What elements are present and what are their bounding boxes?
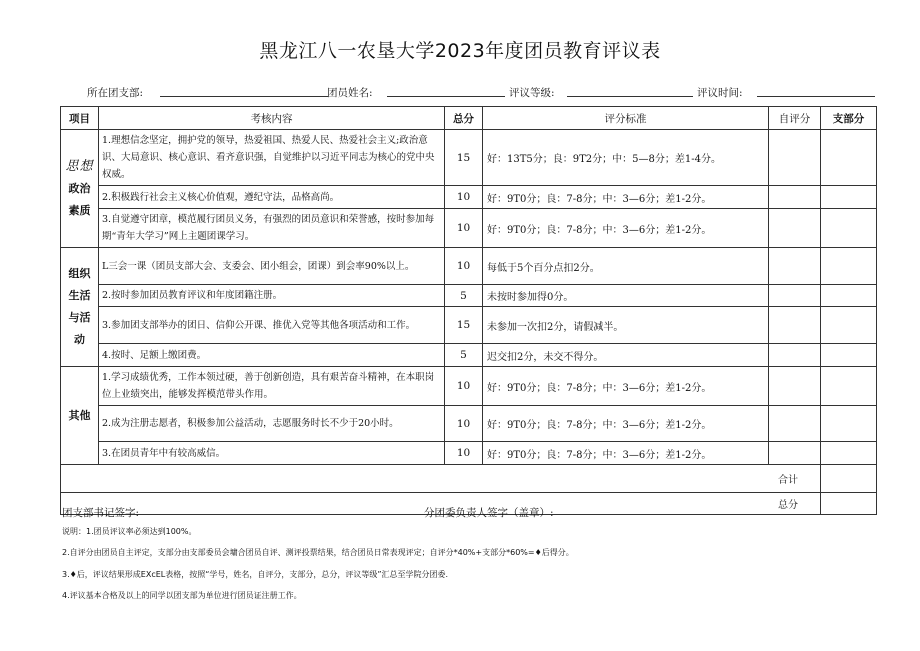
row-score: 15 <box>445 307 483 344</box>
self-score-cell[interactable] <box>769 130 821 186</box>
sum-value-cell[interactable] <box>821 465 877 493</box>
row-content: L三会一课（团员支部大会、支委会、团小组会，团课）到会率90%以上。 <box>99 248 445 285</box>
note-4: 4.评议基本合格及以上的同学以团支部为单位进行团员证注册工作。 <box>62 591 302 600</box>
self-score-cell[interactable] <box>769 209 821 248</box>
header-self: 自评分 <box>769 107 821 130</box>
self-score-cell[interactable] <box>769 307 821 344</box>
note-3: 3.♦后，评议结果形成EXcEL表格，按照“学号，姓名，自评分，支部分，总分，评议等级”汇总至学院分团委. <box>62 570 449 579</box>
grade-field[interactable] <box>567 96 693 97</box>
secretary-signature-label: 团支部书记签字: <box>62 507 140 519</box>
form-header <box>75 85 875 99</box>
branch-score-cell[interactable] <box>821 130 877 186</box>
row-content: 2.按时参加团员教育评议和年度团籍注册。 <box>99 285 445 307</box>
row-content: 2.积极践行社会主义核心价值观，遵纪守法，品格高尚。 <box>99 186 445 209</box>
branch-score-cell[interactable] <box>821 209 877 248</box>
total-label: 总分 <box>61 493 821 515</box>
branch-score-cell[interactable] <box>821 248 877 285</box>
row-content: 3.在团员青年中有较高威信。 <box>99 442 445 465</box>
evaluation-table <box>60 106 877 515</box>
row-content: 3.自觉遵守团章，模范履行团员义务，有强烈的团员意识和荣誉感，按时参加每期“青年大学习”网上主题团课学习。 <box>99 209 445 248</box>
table-row <box>61 186 877 209</box>
table-row <box>61 367 877 406</box>
table-row <box>61 406 877 442</box>
table-row <box>61 307 877 344</box>
row-content: 3.参加团支部举办的团日、信仰公开课、推优入党等其他各项活动和工作。 <box>99 307 445 344</box>
row-score: 10 <box>445 248 483 285</box>
row-content: 2.成为注册志愿者，积极参加公益活动，志愿服务时长不少于20小时。 <box>99 406 445 442</box>
table-row <box>61 209 877 248</box>
time-label: 评议时间: <box>697 87 743 99</box>
table-row <box>61 130 877 186</box>
sum-label: 合计 <box>61 465 821 493</box>
note-1: 说明：1.团员评议率必须达到100%。 <box>62 527 197 536</box>
row-standard: 好：13T5分；良：9T2分；中：5—8分；差1-4分。 <box>483 130 769 186</box>
branch-score-cell[interactable] <box>821 406 877 442</box>
branch-score-cell[interactable] <box>821 307 877 344</box>
time-field[interactable] <box>757 96 875 97</box>
table-row <box>61 442 877 465</box>
row-standard: 未参加一次扣2分，请假减半。 <box>483 307 769 344</box>
branch-score-cell[interactable] <box>821 367 877 406</box>
row-standard: 好：9T0分；良：7-8分；中：3—6分；差1-2分。 <box>483 367 769 406</box>
self-score-cell[interactable] <box>769 344 821 367</box>
row-score: 10 <box>445 367 483 406</box>
row-standard: 未按时参加得0分。 <box>483 285 769 307</box>
self-score-cell[interactable] <box>769 248 821 285</box>
row-score: 5 <box>445 285 483 307</box>
branch-score-cell[interactable] <box>821 285 877 307</box>
row-score: 10 <box>445 442 483 465</box>
row-standard: 好：9T0分；良：7-8分；中：3—6分；差1-2分。 <box>483 442 769 465</box>
row-score: 10 <box>445 406 483 442</box>
branch-score-cell[interactable] <box>821 344 877 367</box>
table-header-row <box>61 107 877 130</box>
page-title: 黑龙江八一农垦大学2023年度团员教育评议表 <box>259 40 661 62</box>
table-row <box>61 248 877 285</box>
category-other: 其他 <box>61 367 99 465</box>
row-content: 1.学习成绩优秀，工作本领过硬，善于创新创造，具有艰苦奋斗精神，在本职岗位上业绩突出，能够发挥模范带头作用。 <box>99 367 445 406</box>
row-content: 1.理想信念坚定，拥护党的领导，热爱祖国、热爱人民、热爱社会主义;政治意识、大局意识、核心意识、看齐意识强，自觉维护以习近平同志为核心的党中央权威。 <box>99 130 445 186</box>
header-total: 总分 <box>445 107 483 130</box>
name-label: 团员姓名: <box>327 87 373 99</box>
note-2: 2.自评分由团员自主评定，支部分由支部委员会墉合团员自评、测评投票结果，结合团员日常表现评定；自评分*40%+支部分*60%=♦后得分。 <box>62 548 574 557</box>
row-content: 4.按时、足额上缴团费。 <box>99 344 445 367</box>
leader-signature-label: 分团委负责人签字（盖章）: <box>424 507 554 519</box>
row-standard: 迟交扣2分，未交不得分。 <box>483 344 769 367</box>
row-standard: 每低于5个百分点扣2分。 <box>483 248 769 285</box>
self-score-cell[interactable] <box>769 442 821 465</box>
table-row <box>61 344 877 367</box>
branch-label: 所在团支部: <box>87 87 144 99</box>
row-standard: 好：9T0分；良：7-8分；中：3—6分；差1-2分。 <box>483 186 769 209</box>
grade-label: 评议等级: <box>509 87 555 99</box>
self-score-cell[interactable] <box>769 186 821 209</box>
sum-row <box>61 465 877 493</box>
table-row <box>61 285 877 307</box>
row-score: 10 <box>445 186 483 209</box>
self-score-cell[interactable] <box>769 285 821 307</box>
self-score-cell[interactable] <box>769 367 821 406</box>
category-political: 思想 政治 素质 <box>61 130 99 248</box>
header-branch: 支部分 <box>821 107 877 130</box>
header-content: 考核内容 <box>99 107 445 130</box>
self-score-cell[interactable] <box>769 406 821 442</box>
row-standard: 好：9T0分；良：7-8分；中：3—6分；差1-2分。 <box>483 406 769 442</box>
branch-score-cell[interactable] <box>821 186 877 209</box>
branch-field[interactable] <box>160 96 328 97</box>
row-standard: 好：9T0分；良：7-8分；中：3—6分；差1-2分。 <box>483 209 769 248</box>
category-organization: 组织 生活 与活 动 <box>61 248 99 367</box>
row-score: 15 <box>445 130 483 186</box>
signature-line <box>62 505 862 519</box>
header-item: 项目 <box>61 107 99 130</box>
row-score: 10 <box>445 209 483 248</box>
header-standard: 评分标准 <box>483 107 769 130</box>
name-field[interactable] <box>387 96 505 97</box>
branch-score-cell[interactable] <box>821 442 877 465</box>
row-score: 5 <box>445 344 483 367</box>
